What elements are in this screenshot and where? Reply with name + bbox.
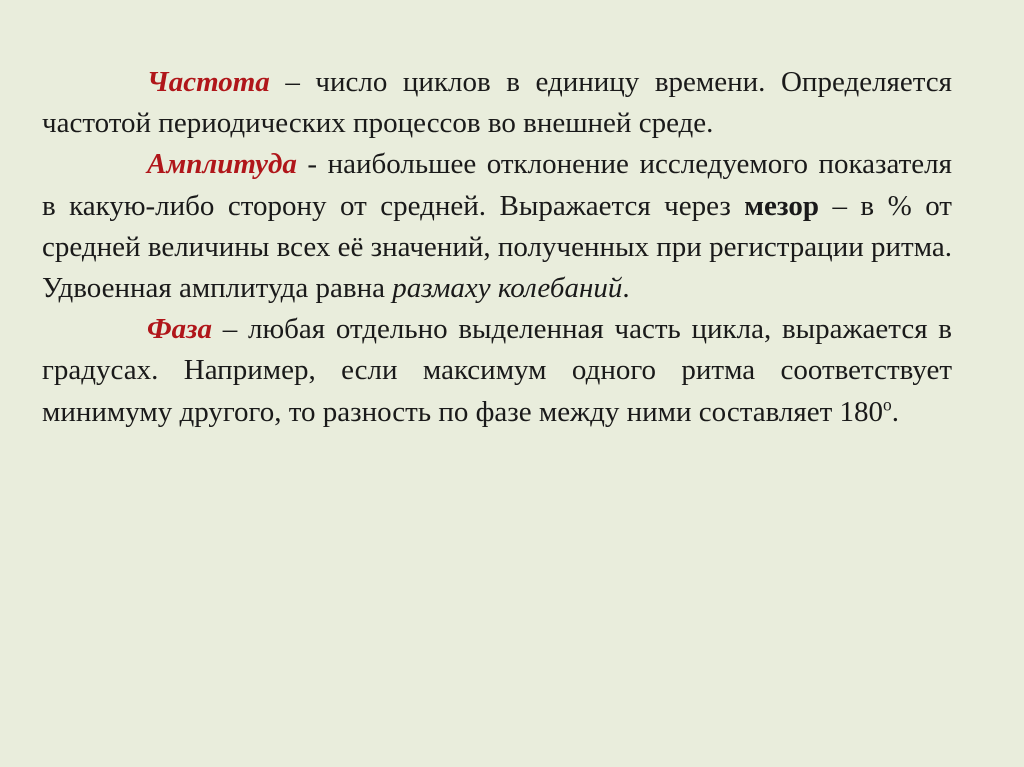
phase-definition-end: .	[891, 395, 899, 428]
amplitude-definition: - наибольшее отклонение исследуемого показателя в какую-либо сторону от средней. Выражается через	[42, 148, 952, 222]
phase-definition: – любая отдельно выделенная часть цикла, выражается в градусах. Например, если максимум одного ритма соответствует минимуму другого, то разность по фазе между ними составляет 180	[42, 313, 952, 428]
degree-superscript: о	[883, 393, 892, 414]
text-block	[42, 62, 952, 433]
paragraph-phase	[42, 309, 952, 433]
paragraph-amplitude	[42, 144, 952, 309]
term-frequency: Частота	[147, 66, 270, 98]
term-mesor: мезор	[744, 189, 820, 222]
amplitude-definition-cont: – в % от средней величины всех её значений, полученных при регистрации ритма. Удвоенная амплитуда равна	[42, 189, 952, 305]
term-oscillation-range: размаху колебаний	[392, 272, 623, 305]
frequency-definition: – число циклов в единицу времени. Определяется частотой периодических процессов во внешней среде.	[42, 66, 952, 140]
term-phase: Фаза	[147, 313, 212, 346]
amplitude-definition-end: .	[622, 272, 630, 305]
paragraph-frequency	[42, 62, 952, 144]
term-amplitude: Амплитуда	[147, 148, 297, 181]
